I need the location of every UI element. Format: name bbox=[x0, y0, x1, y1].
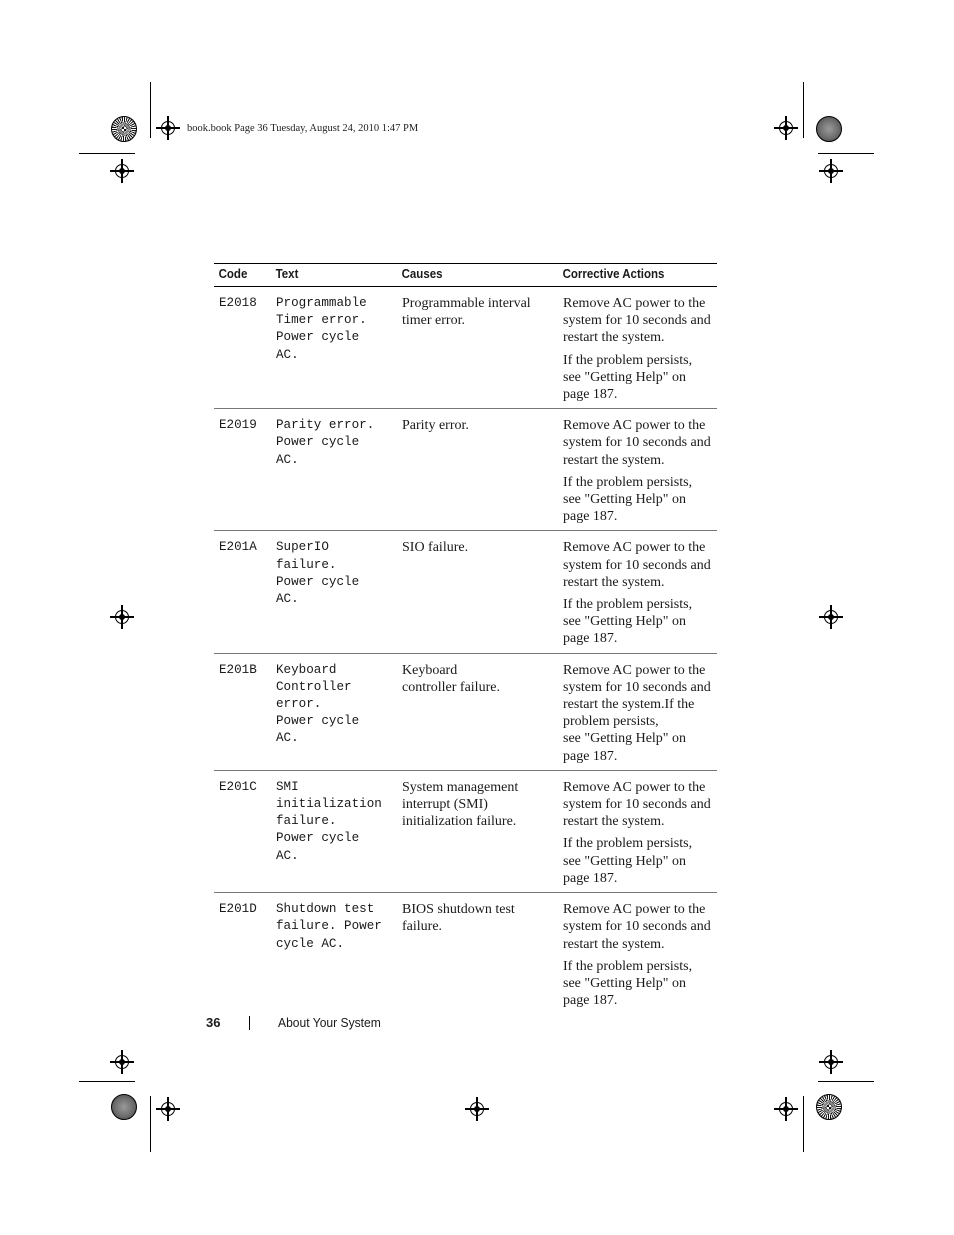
column-header-text: Text bbox=[271, 264, 387, 287]
corrective-action-paragraph: Remove AC power to the system for 10 seconds and restart the system. bbox=[563, 540, 711, 590]
error-text-cell: Parity error. Power cycle AC. bbox=[271, 409, 397, 531]
error-code-table bbox=[214, 263, 717, 1014]
corrective-action-paragraph: If the problem persists, see "Getting Help" on page 187. bbox=[563, 958, 693, 1009]
crop-mark bbox=[79, 153, 135, 154]
registration-target-icon bbox=[824, 1055, 838, 1069]
corrective-action-cell bbox=[558, 409, 717, 531]
crop-mark bbox=[150, 1096, 151, 1152]
corrective-action-paragraph: Remove AC power to the system for 10 seconds and restart the system.If the problem persists, see "Getting Help" on page 187. bbox=[563, 662, 711, 764]
table-row bbox=[214, 531, 717, 653]
corrective-action-paragraph: If the problem persists, see "Getting Help" on page 187. bbox=[563, 836, 693, 886]
corrective-action-cell bbox=[558, 770, 717, 892]
registration-sunburst-icon bbox=[816, 1094, 842, 1120]
table-row bbox=[214, 770, 717, 892]
error-code-cell: E2019 bbox=[214, 409, 271, 531]
error-code-cell: E201C bbox=[214, 770, 271, 892]
crop-mark bbox=[803, 1096, 804, 1152]
error-code-cell: E201B bbox=[214, 653, 271, 770]
column-header-actions: Corrective Actions bbox=[558, 264, 704, 287]
registration-target-icon bbox=[115, 610, 129, 624]
cause-cell: BIOS shutdown test failure. bbox=[402, 902, 515, 935]
error-text-cell: Programmable Timer error. Power cycle AC. bbox=[271, 287, 397, 409]
crop-mark bbox=[818, 1081, 874, 1082]
cause-cell: Keyboard controller failure. bbox=[397, 653, 558, 770]
error-code-cell: E2018 bbox=[214, 287, 271, 409]
table-row bbox=[214, 653, 717, 770]
registration-target-icon bbox=[161, 121, 175, 135]
crop-mark bbox=[818, 153, 874, 154]
registration-target-icon bbox=[779, 121, 793, 135]
registration-target-icon bbox=[115, 164, 129, 178]
table-header-row bbox=[214, 264, 717, 287]
print-slug: book.book Page 36 Tuesday, August 24, 2010 1:47 PM bbox=[187, 123, 419, 134]
registration-target-icon bbox=[824, 164, 838, 178]
registration-target-icon bbox=[470, 1102, 484, 1116]
registration-target-icon bbox=[115, 1055, 129, 1069]
error-text-cell: Shutdown test failure. Power cycle AC. bbox=[276, 902, 382, 951]
registration-sunburst-icon bbox=[816, 116, 842, 142]
corrective-action-paragraph: If the problem persists, see "Getting Help" on page 187. bbox=[563, 597, 693, 647]
corrective-action-paragraph: If the problem persists, see "Getting Help" on page 187. bbox=[563, 474, 693, 525]
footer-divider bbox=[249, 1016, 250, 1030]
registration-target-icon bbox=[824, 610, 838, 624]
error-text-cell: Keyboard Controller error. Power cycle AC. bbox=[271, 653, 397, 770]
corrective-action-paragraph: Remove AC power to the system for 10 seconds and restart the system. bbox=[563, 902, 711, 952]
corrective-action-cell bbox=[558, 893, 717, 1015]
column-header-code: Code bbox=[214, 264, 266, 287]
cause-cell: System management interrupt (SMI) initialization failure. bbox=[397, 770, 558, 892]
error-code-cell: E201A bbox=[214, 531, 271, 653]
registration-target-icon bbox=[161, 1102, 175, 1116]
error-text-cell: SuperIO failure. Power cycle AC. bbox=[271, 531, 397, 653]
corrective-action-paragraph: Remove AC power to the system for 10 seconds and restart the system. bbox=[563, 779, 711, 830]
table-row bbox=[214, 893, 717, 1015]
corrective-action-paragraph: Remove AC power to the system for 10 seconds and restart the system. bbox=[563, 296, 711, 346]
registration-target-icon bbox=[779, 1102, 793, 1116]
table-row bbox=[214, 409, 717, 531]
corrective-action-paragraph: Remove AC power to the system for 10 seconds and restart the system. bbox=[563, 418, 711, 468]
table-row bbox=[214, 287, 717, 409]
crop-mark bbox=[150, 82, 151, 138]
column-header-causes: Causes bbox=[397, 264, 545, 287]
error-text-cell: SMI initialization failure. Power cycle AC. bbox=[271, 770, 397, 892]
section-title: About Your System bbox=[278, 1015, 381, 1030]
cause-cell: Parity error. bbox=[397, 409, 558, 531]
page-number: 36 bbox=[206, 1015, 221, 1030]
registration-sunburst-icon bbox=[111, 116, 137, 142]
error-code-cell: E201D bbox=[219, 902, 257, 917]
registration-sunburst-icon bbox=[111, 1094, 137, 1120]
cause-cell: Programmable interval timer error. bbox=[397, 287, 558, 409]
corrective-action-cell bbox=[558, 531, 717, 653]
corrective-action-paragraph: If the problem persists, see "Getting Help" on page 187. bbox=[563, 352, 693, 403]
crop-mark bbox=[803, 82, 804, 138]
corrective-action-cell bbox=[558, 287, 717, 409]
corrective-action-cell bbox=[558, 653, 717, 770]
cause-cell: SIO failure. bbox=[397, 531, 558, 653]
crop-mark bbox=[79, 1081, 135, 1082]
